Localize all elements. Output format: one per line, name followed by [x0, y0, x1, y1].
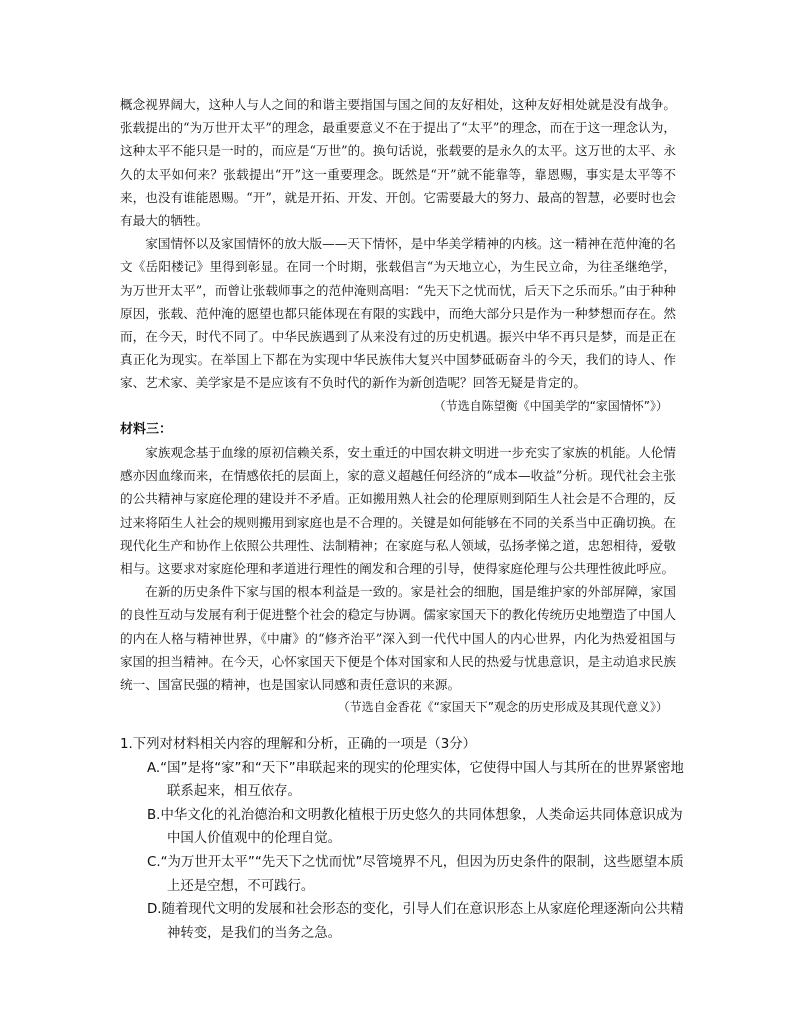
material2-paragraph: 概念视界阔大，这种人与人之间的和谐主要指国与国之间的友好相处，这种友好相处就是没有战争。张载提出的“为万世开太平”的理念，最重要意义不在于提出了“太平”的理念，而在于这一理念认为，这种太平不能只是一时的，而应是“万世”的。换句话说，张载要的是永久的太平。这万世的太平、永久的太平如何来？张载提出“开”这一重要理念。既然是“开”就不能靠等，靠恩赐，事实是太平等不来，也没有谁能恩赐。“开”，就是开拓、开发、开创。它需要最大的努力、最高的智慧，必要时也会有最大的牺牲。	[120, 97, 676, 229]
option-a: A.“国”是将“家”和“天下”串联起来的现实的伦理实体，它使得中国人与其所在的世界紧密地联系起来，相互依存。	[147, 760, 684, 800]
option-c: C.“为万世开太平”“先天下之忧而忧”尽管境界不凡，但因为历史条件的限制，这些愿望本质上还是空想，不可践行。	[147, 854, 684, 894]
question-1	[120, 733, 690, 945]
material3-paragraph: 家族观念基于血缘的原初信赖关系，安土重迁的中国农耕文明进一步充实了家族的机能。人伦情感亦因血缘而来，在情感依托的层面上，家的意义超越任何经济的“成本—收益”分析。现代社会主张的公共精神与家庭伦理的建设并不矛盾。正如搬用熟人社会的伦理原则到陌生人社会是不合理的，反过来将陌生人社会的规则搬用到家庭也是不合理的。关键是如何能够在不同的关系当中正确切换。在现代化生产和协作上依照公共理性、法制精神；在家庭与私人领域，弘扬孝悌之道，忠恕相待，爱敬相与。这要求对家庭伦理和孝道进行理性的阐发和合理的引导，使得家庭伦理与公共理性彼此呼应。	[120, 445, 676, 577]
material2-source: （节选自陈望衡《中国美学的“家国情怀”》）	[433, 398, 668, 413]
option-d: D.随着现代文明的发展和社会形态的变化，引导人们在意识形态上从家庭伦理逐渐向公共精神转变，是我们的当务之急。	[147, 902, 684, 941]
material3-source: （节选自金香花《“家国天下”观念的历史形成及其现代意义》）	[337, 700, 668, 715]
material3-heading: 材料三：	[120, 421, 173, 437]
question-stem: 1.下列对材料相关内容的理解和分析，正确的一项是（3分）	[120, 737, 477, 752]
material3-paragraph: 在新的历史条件下家与国的根本利益是一致的。家是社会的细胞，国是维护家的外部屏障，家国的良性互动与发展有利于促进整个社会的稳定与协调。儒家家国天下的教化传统历史地塑造了中国人的内在人格与精神世界，《中庸》的“修齐治平”深入到一代代中国人的内心世界，内化为热爱祖国与家国的担当精神。在今天，心怀家国天下便是个体对国家和人民的热爱与忧患意识，是主动追求民族统一、国富民强的精神，也是国家认同感和责任意识的来源。	[120, 584, 676, 693]
material2-paragraph: 家国情怀以及家国情怀的放大版——天下情怀，是中华美学精神的内核。这一精神在范仲淹的名文《岳阳楼记》里得到彰显。在同一个时期，张载倡言“为天地立心，为生民立命，为往圣继绝学，为万世开太平”，而曾让张载师事之的范仲淹则高唱：“先天下之忧而忧，后天下之乐而乐。”由于种种原因，张载、范仲淹的愿望也都只能体现在有限的实践中，而绝大部分只是作为一种梦想而存在。然而，在今天，时代不同了。中华民族遇到了从来没有过的历史机遇。振兴中华不再只是梦，而是正在真正化为现实。在举国上下都在为实现中华民族伟大复兴中国梦砥砺奋斗的今天，我们的诗人、作家、艺术家、美学家是不是应该有不负时代的新作为新创造呢？回答无疑是肯定的。	[120, 236, 676, 391]
reading-passage	[120, 93, 676, 719]
option-b: B.中华文化的礼治德治和文明教化植根于历史悠久的共同体想象，人类命运共同体意识成为中国人价值观中的伦理自觉。	[147, 807, 683, 847]
